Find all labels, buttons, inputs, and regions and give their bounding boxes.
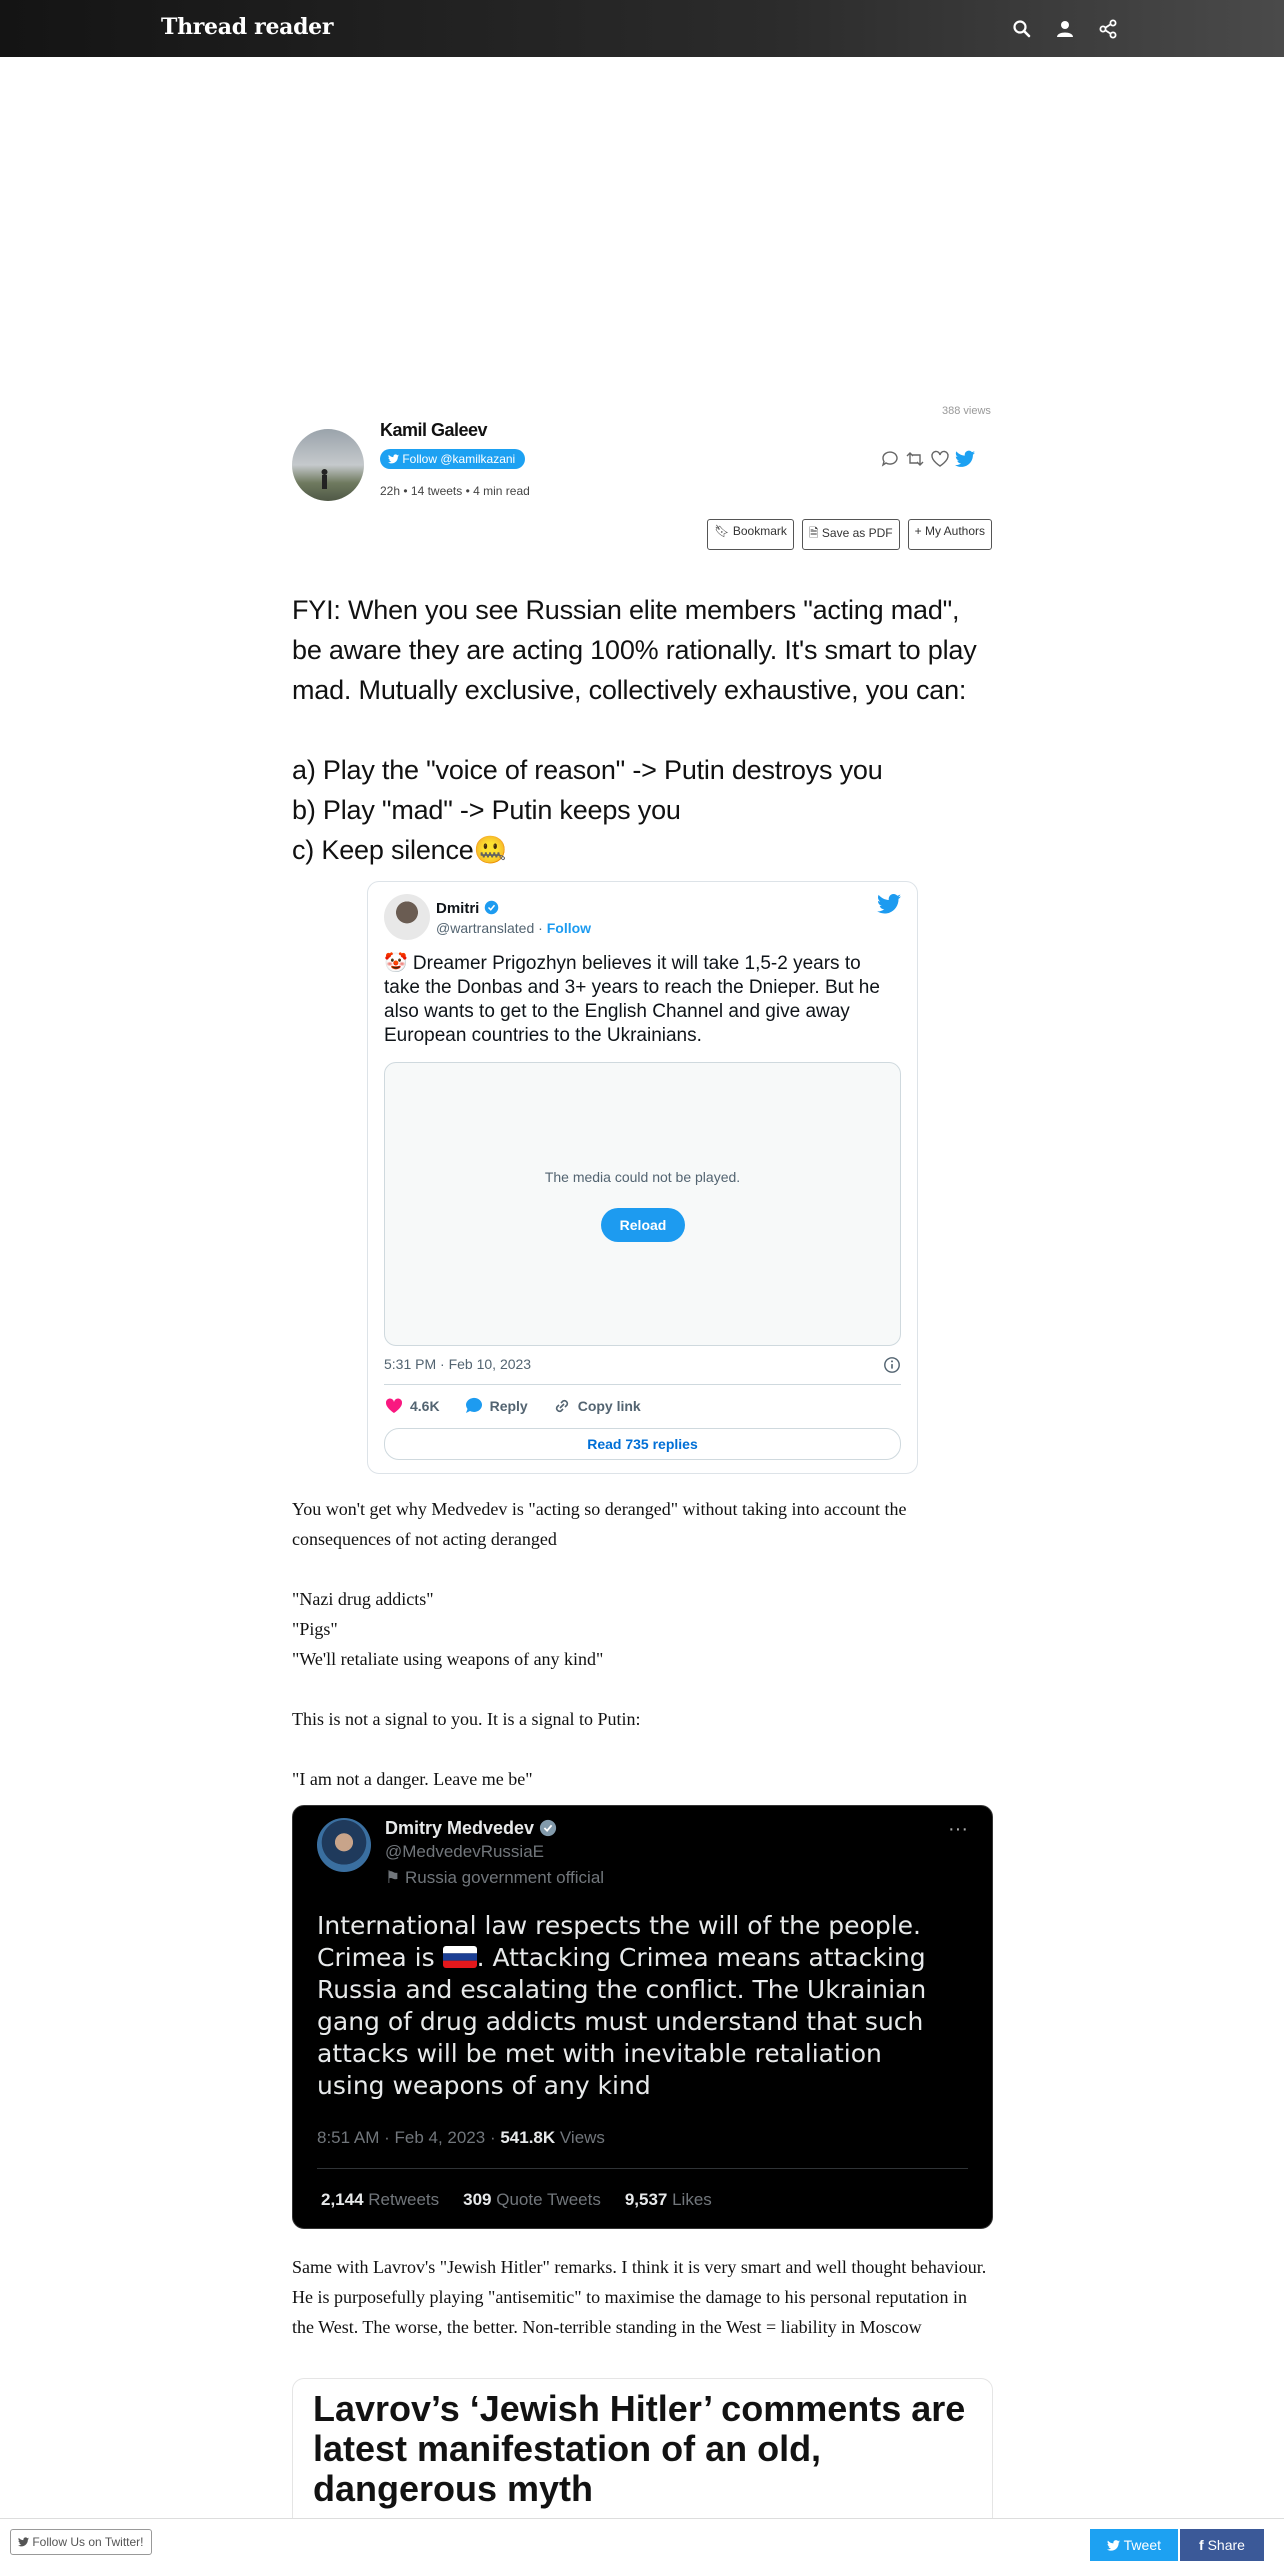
media-placeholder xyxy=(384,1062,901,1346)
more-options-icon: ··· xyxy=(948,1818,968,1840)
heart-icon[interactable] xyxy=(930,449,950,469)
view-count: 388 views xyxy=(942,405,991,417)
medvedev-avatar xyxy=(317,1818,371,1872)
tweet2-quote-2: "Pigs" xyxy=(292,1619,338,1639)
dmitri-name-text: Dmitri xyxy=(436,900,480,917)
retweets-label: Retweets xyxy=(363,2190,440,2209)
dmitri-follow-link[interactable]: Follow xyxy=(546,920,592,936)
twitter-bird-icon xyxy=(18,2537,29,2547)
tweet1-option-b: b) Play "mad" -> Putin keeps you xyxy=(292,795,681,825)
quotes-count: 309 xyxy=(463,2190,492,2209)
reload-button[interactable]: Reload xyxy=(601,1208,685,1242)
user-icon[interactable] xyxy=(1055,19,1075,39)
share-icon[interactable] xyxy=(1098,19,1118,39)
twitter-bird-icon xyxy=(388,454,399,464)
thread-meta: 22h • 14 tweets • 4 min read xyxy=(380,484,530,498)
article-link-card[interactable] xyxy=(292,2378,993,2519)
tweet2-paragraph-3: "I am not a danger. Leave me be" xyxy=(292,1769,533,1789)
divider xyxy=(317,2168,968,2169)
likes-label: Likes xyxy=(667,2190,712,2209)
dmitri-tweet-timestamp[interactable]: 5:31 PM · Feb 10, 2023 xyxy=(384,1356,532,1372)
quotes-stat xyxy=(463,2190,601,2210)
save-pdf-button[interactable] xyxy=(802,519,900,550)
government-label xyxy=(385,1868,604,1888)
bookmark-label: Bookmark xyxy=(732,524,787,538)
tweet2-paragraph-2: This is not a signal to you. It is a signal to Putin: xyxy=(292,1709,641,1729)
dmitri-handle[interactable]: @wartranslated xyxy=(436,920,535,936)
gray-verified-badge-icon xyxy=(539,1819,557,1837)
thread-tweet-2 xyxy=(292,1494,992,1794)
author-avatar[interactable] xyxy=(292,429,364,501)
brand-logo[interactable]: Thread reader xyxy=(161,14,334,40)
medvedev-tweet-time xyxy=(317,2128,605,2148)
medvedev-tweet-stats xyxy=(321,2190,712,2210)
retweets-count: 2,144 xyxy=(321,2190,364,2209)
twitter-bird-icon[interactable] xyxy=(877,894,901,914)
like-count: 4.6K xyxy=(410,1398,440,1414)
copy-link-button[interactable] xyxy=(552,1396,641,1416)
article-title: Lavrov’s ‘Jewish Hitler’ comments are latest manifestation of an old, dangerous myth xyxy=(313,2388,966,2509)
tweet-share-button[interactable] xyxy=(1090,2529,1178,2561)
divider xyxy=(384,1384,901,1385)
tweet2-quote-1: "Nazi drug addicts" xyxy=(292,1589,434,1609)
medvedev-name-text: Dmitry Medvedev xyxy=(385,1818,535,1838)
likes-count: 9,537 xyxy=(624,2190,668,2209)
author-name[interactable]: Kamil Galeev xyxy=(380,420,488,440)
facebook-share-label: Share xyxy=(1207,2537,1245,2553)
medvedev-tweet-text xyxy=(317,1910,957,2102)
my-authors-button[interactable] xyxy=(908,519,992,550)
pdf-file-icon: 🗎 xyxy=(808,526,819,540)
separator-dot: · xyxy=(534,920,547,936)
retweet-icon[interactable] xyxy=(905,449,925,469)
embedded-tweet-dmitri xyxy=(367,881,918,1474)
reply-icon[interactable] xyxy=(880,449,900,469)
top-navbar xyxy=(0,0,1284,57)
bookmark-icon: 🔖︎ xyxy=(714,524,730,538)
dmitri-tweet-text: 🤡 Dreamer Prigozhyn believes it will take 1,5-2 years to take the Donbas and 3+ years to reach the Dnieper. But he also wants to get to the English Channel and give away European countries to the Ukrainians. xyxy=(384,953,880,1046)
likes-stat xyxy=(625,2190,712,2210)
dmitri-tweet-actions xyxy=(384,1396,641,1416)
verified-badge-icon xyxy=(484,900,499,915)
medvedev-text-part-2: . Attacking Crimea means attacking Russia and escalating the conflict. The Ukrainian gang of drug addicts must understand that such attacks will be met with inevitable retaliation using weapons of any kind xyxy=(317,1943,927,2100)
facebook-share-button[interactable] xyxy=(1180,2529,1264,2561)
save-pdf-label: Save as PDF xyxy=(821,526,893,540)
tweet-share-label: Tweet xyxy=(1123,2537,1161,2553)
flag-outline-icon: ⚑ xyxy=(385,1868,401,1887)
medvedev-tweet-screenshot xyxy=(292,1805,993,2229)
plus-icon: + xyxy=(914,524,922,538)
follow-us-button[interactable] xyxy=(10,2529,152,2555)
search-icon[interactable] xyxy=(1012,19,1032,39)
thread-actions xyxy=(880,449,975,469)
heart-filled-icon xyxy=(384,1396,404,1416)
copy-link-label: Copy link xyxy=(577,1398,641,1414)
reply-bubble-icon xyxy=(464,1396,484,1416)
media-error-message: The media could not be played. xyxy=(544,1169,741,1185)
reply-button[interactable] xyxy=(464,1396,528,1416)
tweet1-option-a: a) Play the "voice of reason" -> Putin destroys you xyxy=(292,755,883,785)
bottom-share-bar xyxy=(0,2518,1284,2569)
retweets-stat xyxy=(321,2190,439,2210)
quotes-label: Quote Tweets xyxy=(491,2190,601,2209)
bookmark-button[interactable] xyxy=(707,519,794,550)
government-label-text: Russia government official xyxy=(404,1868,605,1887)
facebook-icon: f xyxy=(1199,2537,1204,2553)
reply-label: Reply xyxy=(489,1398,528,1414)
follow-author-button[interactable] xyxy=(380,449,525,469)
medvedev-views-label: Views xyxy=(555,2128,605,2147)
follow-us-label: Follow Us on Twitter! xyxy=(32,2535,144,2549)
read-replies-button[interactable]: Read 735 replies xyxy=(384,1428,901,1460)
like-button[interactable] xyxy=(384,1396,440,1416)
avatar-figure-icon xyxy=(292,429,364,501)
dmitri-handle-line xyxy=(436,920,591,936)
follow-author-label: Follow @kamilkazani xyxy=(402,452,516,466)
my-authors-label: My Authors xyxy=(924,524,985,538)
tweet2-quote-3: "We'll retaliate using weapons of any kind" xyxy=(292,1649,604,1669)
medvedev-handle: @MedvedevRussiaE xyxy=(385,1842,544,1861)
thread-tool-buttons xyxy=(707,519,992,550)
medvedev-text-part-1: International law respects the will of the people. Crimea is xyxy=(317,1911,921,1972)
thread-tweet-1 xyxy=(292,590,992,870)
tweet3-paragraph: Same with Lavrov's "Jewish Hitler" remarks. I think it is very smart and well thought behaviour. He is purposefully playing "antisemitic" to maximise the damage to his personal reputation in the West. The worse, the better. Non-terrible standing in the West = liability in Moscow xyxy=(292,2257,987,2337)
twitter-bird-icon xyxy=(1107,2540,1120,2551)
tweet1-option-c: c) Keep silence🤐 xyxy=(292,835,508,865)
medvedev-time-text: 8:51 AM · Feb 4, 2023 · xyxy=(317,2128,501,2147)
tweet1-paragraph: FYI: When you see Russian elite members "acting mad", be aware they are acting 100% rationally. It's smart to play mad. Mutually exclusive, collectively exhaustive, you can: xyxy=(292,595,977,705)
tweet2-paragraph-1: You won't get why Medvedev is "acting so deranged" without taking into account the consequences of not acting deranged xyxy=(292,1499,907,1549)
link-icon xyxy=(552,1396,572,1416)
thread-tweet-3 xyxy=(292,2252,992,2342)
russian-flag-icon xyxy=(443,1946,477,1968)
medvedev-views-count: 541.8K xyxy=(500,2128,556,2147)
dmitri-avatar[interactable] xyxy=(384,894,430,940)
info-icon[interactable] xyxy=(883,1356,901,1374)
medvedev-name xyxy=(385,1818,557,1839)
dmitri-name[interactable] xyxy=(436,900,499,917)
twitter-link-icon[interactable] xyxy=(955,449,975,469)
